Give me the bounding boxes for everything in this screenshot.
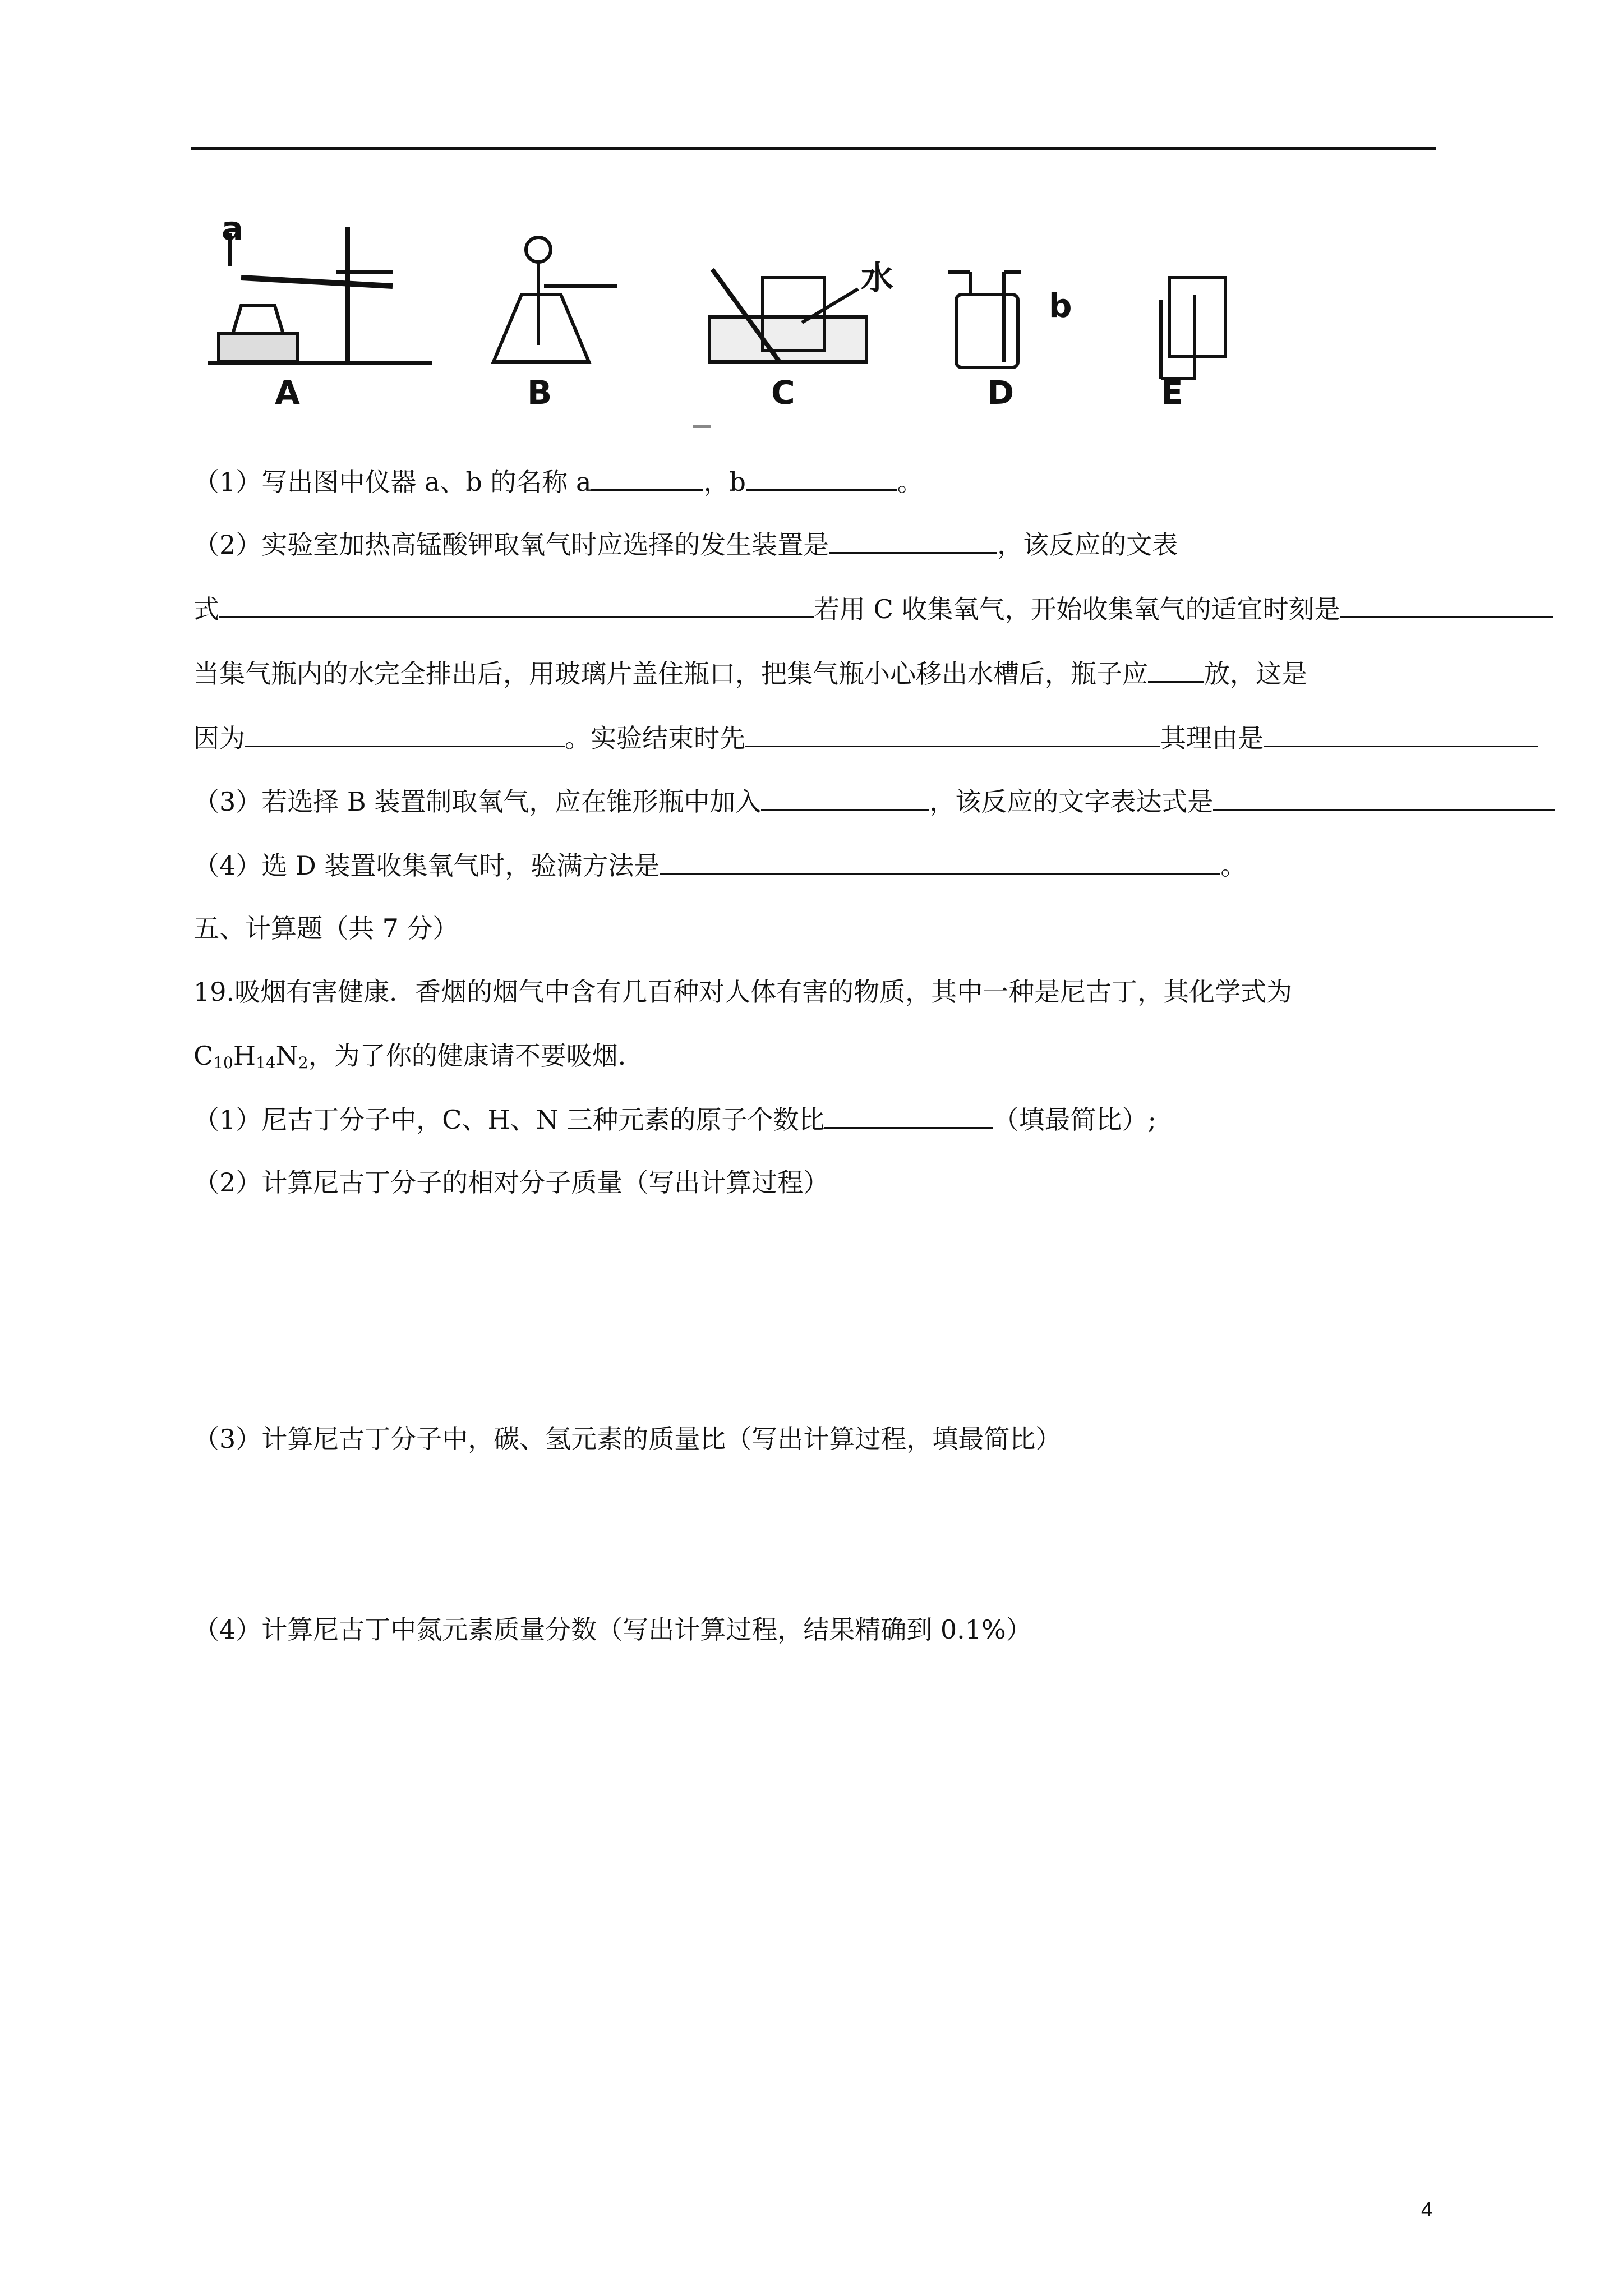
q3-equation-answer[interactable] (1213, 784, 1555, 811)
q19-line2 (193, 1039, 644, 1080)
q2-line3 (193, 656, 1307, 691)
apparatus-e-icon (1161, 278, 1225, 379)
q2-reason-answer[interactable] (245, 721, 565, 747)
apparatus-figure (208, 216, 1239, 429)
q19-sub4: （4）计算尼古丁中氮元素质量分数（写出计算过程，结果精确到 0.1%） (193, 1614, 1032, 1645)
q1-end: 。 (897, 467, 923, 497)
apparatus-a-icon (208, 227, 432, 363)
q2-line3-suffix: 放，这是 (1204, 659, 1307, 689)
q1-mid: ，b (703, 467, 746, 497)
q2-line4-prefix: 因为 (193, 723, 245, 753)
q1-prefix: （1）写出图中仪器 a、b 的名称 a (193, 467, 592, 497)
q19-line2-suffix: ，为了你的健康请不要吸烟． (308, 1041, 644, 1071)
q2-placement-answer[interactable] (1148, 656, 1204, 683)
q2-line4 (193, 721, 1538, 755)
q4-line (193, 848, 1246, 882)
q2-line1-prefix: （2）实验室加热高锰酸钾取氧气时应选择的发生装置是 (193, 530, 829, 560)
q2-equation-answer[interactable] (219, 592, 814, 618)
q3-mid: ，该反应的文字表达式是 (929, 786, 1214, 817)
q2-timing-answer[interactable] (1340, 592, 1553, 618)
q1-line (193, 464, 923, 499)
q19-sub1-suffix: （填最简比）; (993, 1105, 1156, 1135)
q3-reagent-answer[interactable] (761, 784, 929, 811)
marker-a: a (222, 216, 244, 247)
q19-line1: 19.吸烟有害健康．香烟的烟气中含有几百种对人体有害的物质，其中一种是尼古丁，其化学式为 (193, 977, 1293, 1007)
q4-prefix: （4）选 D 装置收集氧气时，验满方法是 (193, 850, 660, 881)
q3-prefix: （3）若选择 B 装置制取氧气，应在锥形瓶中加入 (193, 786, 762, 817)
q2-device-answer[interactable] (829, 527, 997, 554)
q2-line1-suffix: ，该反应的文表 (997, 530, 1178, 560)
water-label: 水 (861, 259, 894, 297)
label-c: C (771, 374, 795, 412)
q1-answer-a[interactable] (591, 464, 703, 491)
q4-end: 。 (1220, 850, 1247, 881)
marker-b: b (1049, 287, 1072, 325)
q19-ratio-answer[interactable] (824, 1102, 993, 1129)
label-e: E (1161, 374, 1183, 412)
q3-line (193, 784, 1555, 818)
label-d: D (987, 374, 1015, 412)
q2-line1 (193, 527, 1178, 562)
q19-sub1-prefix: （1）尼古丁分子中，C、H、N 三种元素的原子个数比 (193, 1105, 825, 1135)
q2-first-step-answer[interactable] (745, 721, 1160, 747)
q2-line2-prefix: 式 (193, 594, 219, 624)
q2-line4-mid: 。实验结束时先 (565, 723, 745, 753)
apparatus-b-icon (494, 237, 617, 362)
q1-answer-b[interactable] (746, 464, 897, 491)
q2-line4-mid2: 其理由是 (1160, 723, 1264, 753)
page-number: 4 (1421, 2198, 1432, 2221)
q2-line3-prefix: 当集气瓶内的水完全排出后，用玻璃片盖住瓶口，把集气瓶小心移出水槽后，瓶子应 (193, 659, 1148, 689)
label-b: B (527, 374, 552, 412)
apparatus-c-icon (709, 269, 866, 362)
q19-sub2: （2）计算尼古丁分子的相对分子质量（写出计算过程） (193, 1167, 829, 1198)
q4-method-answer[interactable] (660, 848, 1220, 875)
q2-line2-mid: 若用 C 收集氧气，开始收集氧气的适宜时刻是 (814, 594, 1340, 624)
q19-sub1 (193, 1102, 1156, 1137)
formula-nicotine: $C_{10}H_{14}N_2$ (193, 1041, 308, 1072)
label-a: A (275, 374, 300, 412)
section-five-heading: 五、计算题（共 7 分） (193, 913, 459, 944)
header-rule (191, 147, 1436, 150)
apparatus-d-icon (948, 272, 1021, 367)
q2-line2 (193, 592, 1553, 626)
q19-sub3: （3）计算尼古丁分子中，碳、氢元素的质量比（写出计算过程，填最简比） (193, 1424, 1062, 1454)
q2-reason2-answer[interactable] (1264, 721, 1538, 747)
